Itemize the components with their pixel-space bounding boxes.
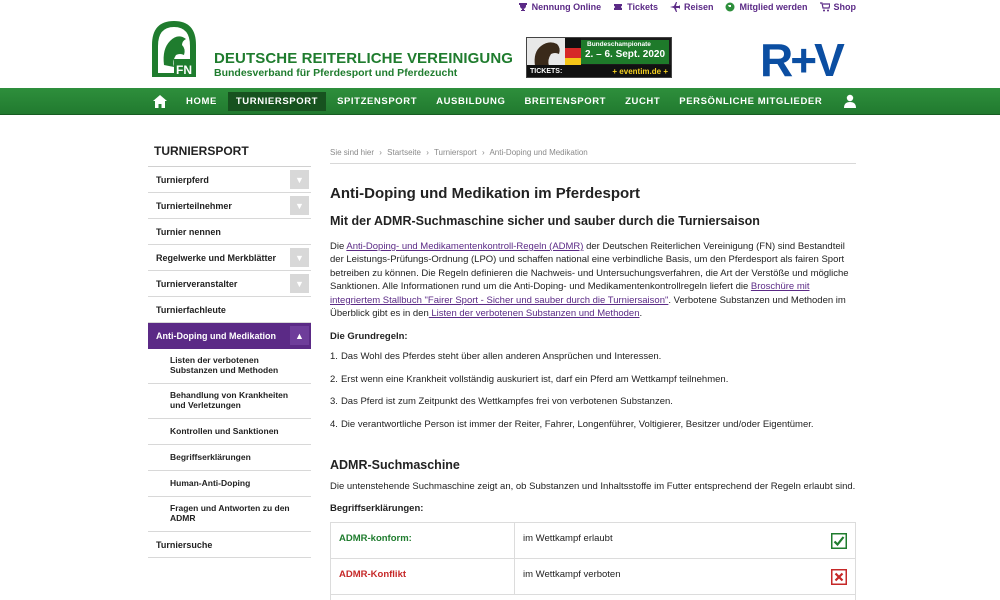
breadcrumb <box>330 140 856 164</box>
chevron-down-icon[interactable]: ▼ <box>290 248 309 267</box>
mitglied-werden-label: Mitglied werden <box>739 2 808 12</box>
nennung-online-label: Nennung Online <box>531 2 602 12</box>
term-description-cell <box>515 559 855 594</box>
sidebar-item-turnierfachleute[interactable] <box>148 297 311 323</box>
term-description: im Wettkampf erlaubt <box>523 533 613 544</box>
page-subtitle: Mit der ADMR-Suchmaschine sicher und sauber durch die Turniersaison <box>330 214 760 228</box>
sidebar-item-turnierpferd[interactable] <box>148 167 311 193</box>
nennung-online-link[interactable] <box>518 2 602 12</box>
rv-partner-logo[interactable] <box>760 36 856 80</box>
sidebar-subitem-kontrollen[interactable]: Kontrollen und Sanktionen <box>148 419 311 445</box>
nav-item-turniersport[interactable]: TURNIERSPORT <box>228 92 326 111</box>
intro-text-1: Die <box>330 241 347 252</box>
terms-heading: Begriffserklärungen: <box>330 503 424 514</box>
banner-event-date: 2. – 6. Sept. 2020 <box>585 49 666 60</box>
table-row <box>331 595 855 600</box>
chevron-down-icon[interactable]: ▼ <box>290 274 309 293</box>
rules-list <box>330 351 856 441</box>
rule-text: Die verantwortliche Person ist immer der Reiter, Fahrer, Longenführer, Voltigierer, Besitzer und/oder Eigentümer. <box>340 418 814 430</box>
breadcrumb-startseite[interactable]: Startseite <box>387 148 421 157</box>
org-name: DEUTSCHE REITERLICHE VEREINIGUNG <box>214 50 514 67</box>
sidebar-item-turniersuche[interactable] <box>148 532 311 558</box>
reisen-link[interactable] <box>670 2 714 12</box>
table-row <box>331 523 855 559</box>
rule-text: Das Pferd ist zum Zeitpunkt des Wettkampfes frei von verbotenen Substanzen. <box>340 396 673 408</box>
list-item <box>330 374 856 396</box>
rule-number: 1. <box>330 351 338 363</box>
term-description: im Wettkampf verboten <box>523 569 621 580</box>
page-title: Anti-Doping und Medikation im Pferdesport <box>330 185 640 202</box>
sidebar-item-label: Turnierfachleute <box>156 304 226 315</box>
banner-eventim-label: + eventim.de + <box>612 66 668 76</box>
banner-event-name: Bundeschampionate <box>587 41 651 48</box>
chevron-down-icon[interactable]: ▼ <box>290 196 309 215</box>
bundeschampionate-banner[interactable] <box>526 37 672 78</box>
table-row <box>331 559 855 595</box>
reisen-label: Reisen <box>683 2 714 12</box>
sidebar-item-label: Turnierveranstalter <box>156 278 238 289</box>
sidebar-subitem-fragen[interactable]: Fragen und Antworten zu den ADMR <box>148 497 311 532</box>
search-heading: ADMR-Suchmaschine <box>330 458 460 472</box>
sidebar-item-label: Regelwerke und Merkblätter <box>156 252 277 263</box>
sidebar-subitem-human-anti-doping[interactable]: Human-Anti-Doping <box>148 471 311 497</box>
rule-text: Das Wohl des Pferdes steht über allen anderen Ansprüchen und Interessen. <box>340 351 662 363</box>
site-header <box>0 14 1000 88</box>
substance-lists-link[interactable]: Listen der verbotenen Substanzen und Methoden <box>428 308 640 320</box>
shop-label: Shop <box>833 2 856 12</box>
sidebar-title: TURNIERSPORT <box>148 140 311 167</box>
cart-icon <box>820 2 830 12</box>
sidebar-subitem-begriffserklaerungen[interactable]: Begriffserklärungen <box>148 445 311 471</box>
breadcrumb-prefix: Sie sind hier <box>330 148 375 157</box>
chevron-up-icon[interactable]: ▲ <box>290 326 309 345</box>
main-content <box>330 140 856 600</box>
nav-item-spitzensport[interactable]: SPITZENSPORT <box>337 96 418 107</box>
plane-icon <box>670 2 680 12</box>
section-sidebar <box>148 140 311 558</box>
rules-heading: Die Grundregeln: <box>330 331 408 343</box>
term-label: ADMR-Konflikt <box>331 559 515 594</box>
svg-text:FN: FN <box>176 63 192 77</box>
nav-item-ausbildung[interactable]: AUSBILDUNG <box>436 96 506 107</box>
main-navigation <box>0 88 1000 115</box>
globe-icon <box>725 2 735 12</box>
rule-number: 4. <box>330 418 338 430</box>
sidebar-item-turnierteilnehmer[interactable] <box>148 193 311 219</box>
check-icon <box>831 533 847 549</box>
term-description-cell <box>515 523 855 558</box>
search-description: Die untenstehende Suchmaschine zeigt an, ob Substanzen und Inhaltsstoffe im Futter entsprechend der Regeln erlaubt sind. <box>330 481 856 492</box>
nav-items <box>178 88 833 115</box>
breadcrumb-separator: › <box>482 148 485 157</box>
top-utility-bar <box>518 0 856 14</box>
admr-rules-link[interactable]: Anti-Doping- und Medikamentenkontroll-Regeln (ADMR) <box>346 241 584 252</box>
home-icon[interactable] <box>152 94 168 109</box>
nav-item-home[interactable]: HOME <box>186 96 217 107</box>
cross-icon <box>831 569 847 585</box>
shop-link[interactable] <box>820 2 857 12</box>
trophy-icon <box>518 2 528 12</box>
list-item <box>330 351 856 373</box>
user-icon[interactable] <box>843 94 857 108</box>
term-label: ADMR-konform: <box>331 523 515 558</box>
sidebar-item-label: Turnierpferd <box>156 174 209 185</box>
fn-logo[interactable] <box>148 19 200 77</box>
rule-text: Erst wenn eine Krankheit vollständig auskuriert ist, darf ein Pferd am Wettkampf teilnehmen. <box>340 373 729 385</box>
horse-head-image <box>527 38 581 68</box>
ticket-icon <box>613 2 623 12</box>
sidebar-item-label: Turniersuche <box>156 539 213 550</box>
nav-item-breitensport[interactable]: BREITENSPORT <box>524 96 607 107</box>
sidebar-item-turnierveranstalter[interactable] <box>148 271 311 297</box>
tickets-link[interactable] <box>613 2 658 12</box>
nav-item-persoenliche-mitglieder[interactable]: PERSÖNLICHE MITGLIEDER <box>679 96 823 107</box>
nav-item-zucht[interactable]: ZUCHT <box>625 96 661 107</box>
sidebar-subitem-listen[interactable]: Listen der verbotenen Substanzen und Methoden <box>148 349 311 384</box>
sidebar-item-label: Turnierteilnehmer <box>156 200 232 211</box>
brochure-link[interactable]: Broschüre mit integriertem Stallbuch "Fairer Sport - Sicher und sauber durch die Turniersaison" <box>330 281 810 306</box>
intro-text-4: . <box>639 308 643 320</box>
intro-text-3: . Verbotene Substanzen und Methoden im Überblick gibt es in den <box>330 294 846 320</box>
sidebar-item-regelwerke[interactable] <box>148 245 311 271</box>
svg-text:R+V: R+V <box>760 36 842 80</box>
breadcrumb-current: Anti-Doping und Medikation <box>489 148 588 157</box>
sidebar-item-turnier-nennen[interactable] <box>148 219 311 245</box>
chevron-down-icon[interactable]: ▼ <box>290 170 309 189</box>
sidebar-item-label: Anti-Doping und Medikation <box>156 330 276 341</box>
rule-number: 2. <box>330 373 338 385</box>
sidebar-item-anti-doping[interactable] <box>148 323 311 349</box>
banner-tickets-label: TICKETS: <box>530 67 563 75</box>
rule-number: 3. <box>330 396 338 408</box>
org-subtitle: Bundesverband für Pferdesport und Pferdezucht <box>214 67 458 79</box>
intro-paragraph <box>330 240 856 320</box>
intro-text-2: der Deutschen Reiterlichen Vereinigung (FN) sind Bestandteil der Leistungs-Prüfungs-Ordnung (LPO) und schaffen national eine verbindliche Basis, um den Pferdesport als fairen Sport betreiben zu können. Die Regeln definieren die Nachweis- und Untersuchungsverfahren, die Art der Verstöße und mögliche Sanktionen. Alle Informationen rund um die Anti-Doping- und Medikamentenkontrollregeln liefert die <box>330 241 849 293</box>
banner-ticket-bar <box>527 65 671 77</box>
sidebar-item-label: Turnier nennen <box>156 226 221 237</box>
breadcrumb-separator: › <box>379 148 382 157</box>
sidebar-subitem-behandlung[interactable]: Behandlung von Krankheiten und Verletzungen <box>148 384 311 419</box>
breadcrumb-separator: › <box>426 148 429 157</box>
mitglied-werden-link[interactable] <box>725 2 807 12</box>
tickets-label: Tickets <box>627 2 658 12</box>
list-item <box>330 419 856 441</box>
list-item <box>330 396 856 418</box>
breadcrumb-turniersport[interactable]: Turniersport <box>433 148 477 157</box>
terms-table <box>330 522 856 600</box>
